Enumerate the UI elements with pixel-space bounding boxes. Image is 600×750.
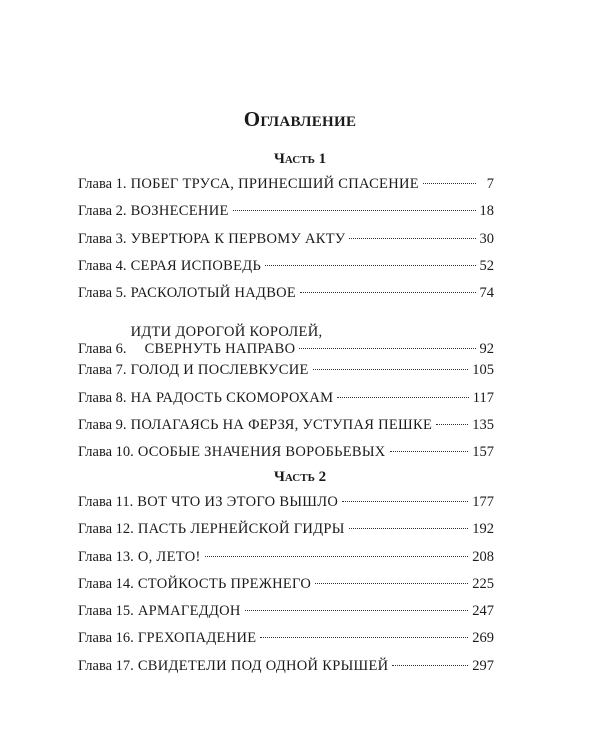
dot-leader	[349, 238, 475, 239]
toc-entry	[78, 312, 494, 362]
dot-leader	[205, 556, 469, 557]
chapter-page-number: 177	[472, 494, 494, 510]
dot-leader	[265, 265, 475, 266]
chapter-page-number: 157	[472, 444, 494, 461]
part-2-heading: Часть 2	[273, 469, 327, 485]
chapter-title-line2: СВЕРНУТЬ НАПРАВО	[144, 341, 296, 358]
toc-entry	[78, 521, 494, 548]
chapter-label: Глава 14.	[78, 575, 134, 592]
chapter-label: Глава 9.	[78, 417, 127, 434]
dot-leader	[315, 583, 468, 584]
chapter-title: СТОЙКОСТЬ ПРЕЖНЕГО	[137, 575, 312, 592]
chapter-title: УВЕРТЮРА К ПЕРВОМУ АКТУ	[130, 230, 346, 247]
part-1-toc	[78, 176, 494, 472]
toc-entry	[78, 258, 494, 285]
chapter-title: НА РАДОСТЬ СКОМОРОХАМ	[130, 389, 334, 406]
part-1-heading: Часть 1	[273, 151, 327, 167]
chapter-page-number: 30	[479, 230, 494, 247]
dot-leader	[342, 501, 468, 502]
chapter-page-number: 105	[472, 362, 494, 379]
dot-leader	[260, 637, 468, 638]
chapter-label: Глава 13.	[78, 548, 134, 565]
chapter-title: ГРЕХОПАДЕНИЕ	[137, 630, 257, 647]
toc-entry	[78, 576, 494, 603]
chapter-page-number: 269	[472, 630, 494, 647]
chapter-page-number: 247	[472, 603, 494, 620]
chapter-title: О, ЛЕТО!	[137, 548, 201, 565]
chapter-label: Глава 8.	[78, 389, 127, 406]
chapter-page-number: 208	[472, 548, 494, 565]
chapter-title: ВОТ ЧТО ИЗ ЭТОГО ВЫШЛО	[137, 494, 339, 510]
chapter-title: СВИДЕТЕЛИ ПОД ОДНОЙ КРЫШЕЙ	[137, 657, 389, 674]
dot-leader	[423, 183, 476, 184]
toc-entry	[78, 549, 494, 576]
chapter-title: ОСОБЫЕ ЗНАЧЕНИЯ ВОРОБЬЕВЫХ	[137, 444, 386, 461]
toc-entry	[78, 417, 494, 444]
chapter-label: Глава 7.	[78, 362, 127, 379]
dot-leader	[245, 610, 469, 611]
chapter-label: Глава 5.	[78, 285, 127, 302]
toc-entry	[78, 658, 494, 685]
toc-entry	[78, 231, 494, 258]
chapter-page-number: 18	[479, 203, 494, 220]
dot-leader	[337, 397, 468, 398]
toc-entry	[78, 203, 494, 230]
dot-leader	[300, 292, 475, 293]
dot-leader	[392, 665, 468, 666]
chapter-title-line1: ИДТИ ДОРОГОЙ КОРОЛЕЙ,	[130, 324, 323, 341]
chapter-page-number: 7	[486, 176, 494, 192]
dot-leader	[436, 424, 468, 425]
page-title: Оглавление	[243, 107, 357, 131]
chapter-title: СЕРАЯ ИСПОВЕДЬ	[130, 257, 262, 274]
chapter-label: Глава 16.	[78, 630, 134, 647]
chapter-page-number: 52	[479, 257, 494, 274]
chapter-label: Глава 3.	[78, 230, 127, 247]
chapter-label: Глава 6.	[78, 341, 127, 358]
dot-leader	[390, 451, 469, 452]
toc-entry	[78, 176, 494, 203]
chapter-page-number: 192	[472, 521, 494, 538]
chapter-label: Глава 4.	[78, 257, 127, 274]
toc-entry	[78, 362, 494, 389]
dot-leader	[299, 348, 475, 349]
toc-entry	[78, 603, 494, 630]
chapter-label: Глава 10.	[78, 444, 134, 461]
chapter-page-number: 92	[479, 341, 494, 358]
chapter-label: Глава 12.	[78, 521, 134, 538]
toc-entry	[78, 444, 494, 471]
chapter-page-number: 117	[472, 389, 494, 406]
chapter-label: Глава 1.	[78, 176, 127, 192]
part-2-toc	[78, 494, 494, 685]
chapter-title: ПОБЕГ ТРУСА, ПРИНЕСШИЙ СПАСЕНИЕ	[130, 176, 419, 192]
chapter-title-line2-row	[127, 341, 494, 358]
chapter-label: Глава 2.	[78, 203, 127, 220]
chapter-title: ГОЛОД И ПОСЛЕВКУСИЕ	[130, 362, 309, 379]
chapter-page-number: 297	[472, 657, 494, 674]
chapter-title: АРМАГЕДДОН	[137, 603, 241, 620]
chapter-title: ВОЗНЕСЕНИЕ	[130, 203, 229, 220]
chapter-label: Глава 17.	[78, 657, 134, 674]
chapter-page-number: 225	[472, 575, 494, 592]
chapter-page-number: 74	[479, 285, 494, 302]
dot-leader	[349, 528, 469, 529]
chapter-label: Глава 15.	[78, 603, 134, 620]
chapter-title: ПАСТЬ ЛЕРНЕЙСКОЙ ГИДРЫ	[137, 521, 345, 538]
chapter-title: РАСКОЛОТЫЙ НАДВОЕ	[130, 285, 297, 302]
chapter-label: Глава 11.	[78, 494, 134, 510]
chapter-title: ПОЛАГАЯСЬ НА ФЕРЗЯ, УСТУПАЯ ПЕШКЕ	[130, 417, 433, 434]
toc-entry	[78, 630, 494, 657]
toc-entry	[78, 494, 494, 521]
dot-leader	[313, 369, 469, 370]
chapter-page-number: 135	[472, 417, 494, 434]
toc-entry	[78, 390, 494, 417]
dot-leader	[233, 210, 476, 211]
toc-entry	[78, 285, 494, 312]
chapter-title	[127, 324, 494, 358]
